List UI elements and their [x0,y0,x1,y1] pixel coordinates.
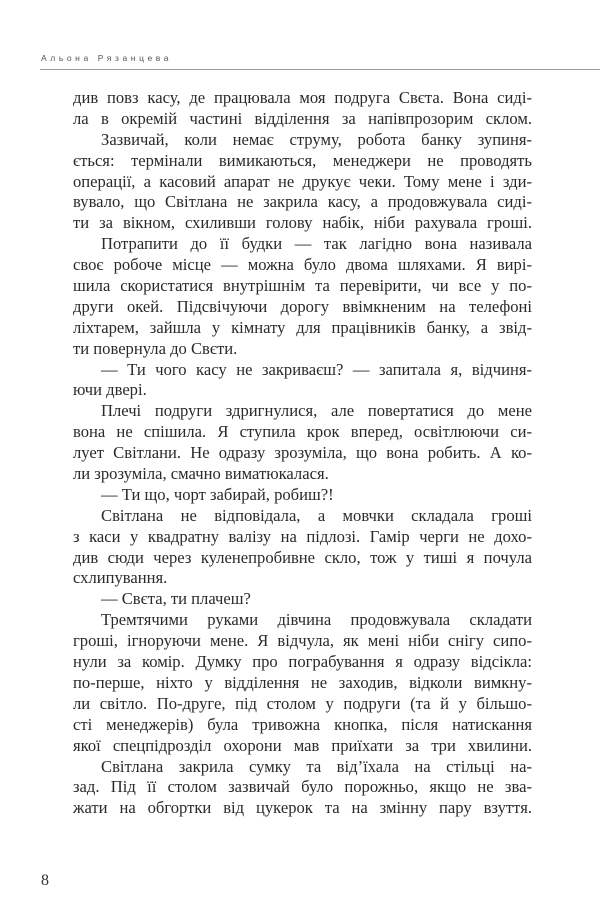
text-line: сті менеджерів) була тривожна кнопка, після натискання [73,714,532,734]
text-line: Плечі подруги здригнулися, але повертатися до мене [101,401,532,421]
text-line: ти повернула до Свєти. [73,338,238,358]
text-line: жати на обгортки від цукерок та на змінну пару взуття. [73,798,532,818]
text-line: вона не спішила. Я ступила крок вперед, освітлюючи си- [73,422,532,442]
text-line: своє робоче місце — можна було двома шляхами. Я вирі- [73,255,532,275]
header-rule [40,69,600,70]
text-line: див повз касу, де працювала моя подруга Свєта. Вона сиді- [73,88,532,107]
body-text [73,88,532,819]
text-line: ла в окремій частині відділення за напівпрозорим склом. [73,108,532,128]
text-line: ли світло. По-друге, під столом у подруги (та й у більшо- [73,693,532,713]
text-line: ючи двері. [73,380,147,400]
text-line: схлипування. [73,568,168,588]
text-line: Потрапити до її будки — так лагідно вона називала [101,234,532,254]
text-line: якої спецпідрозділ охорони мав приїхати за три хвилини. [73,735,532,755]
text-line: вувало, що Світлана не закрила касу, а продовжувала сиді- [73,192,532,212]
text-line: зад. Під її столом зазвичай було порожньо, якщо не зва- [73,777,532,797]
text-line: шила скористатися внутрішнім та перевірити, чи все у по- [73,276,532,296]
text-line: ти за вікном, схиливши голову набік, ніби рахувала гроші. [73,213,532,233]
text-line: по-перше, ніхто у відділення не заходив, відколи вимкну- [73,672,532,692]
text-line: Зазвичай, коли немає струму, робота банку зупиня- [101,129,532,149]
text-line: ліхтарем, зайшла у кімнату для працівників банку, а звід- [73,317,532,337]
text-line: див сюди через куленепробивне скло, тож у тиші я почула [73,547,532,567]
text-line: ли зрозуміла, смачно виматюкалася. [73,464,329,484]
text-line: лует Світлани. Не одразу зрозуміла, що вона робить. А ко- [73,443,532,463]
text-line: з каси у квадратну валізу на підлозі. Гамір черги не дохо- [73,526,532,546]
text-line: гроші, ігноруючи мене. Я відчула, як мені ніби снігу сипо- [73,631,532,651]
text-line: — Ти чого касу не закриваєш? — запитала я, відчиня- [101,359,532,379]
text-line: нули за комір. Думку про пограбування я одразу відсікла: [73,652,532,672]
text-line: Світлана не відповідала, а мовчки складала гроші [101,505,532,525]
text-line: Світлана закрила сумку та від’їхала на стільці на- [101,756,532,776]
text-line: ється: термінали вимикаються, менеджери не проводять [73,150,532,170]
text-line: операції, а касовий апарат не друкує чеки. Тому мене і зди- [73,171,532,191]
text-line: — Свєта, ти плачеш? [101,589,251,609]
running-head-author: Альона Рязанцева [41,53,173,63]
text-line: други окей. Підсвічуючи дорогу ввімкненим на телефоні [73,296,532,316]
text-line: — Ти що, чорт забирай, робиш?! [101,484,334,504]
text-line: Тремтячими руками дівчина продовжувала складати [101,610,532,630]
page-number: 8 [41,872,49,889]
